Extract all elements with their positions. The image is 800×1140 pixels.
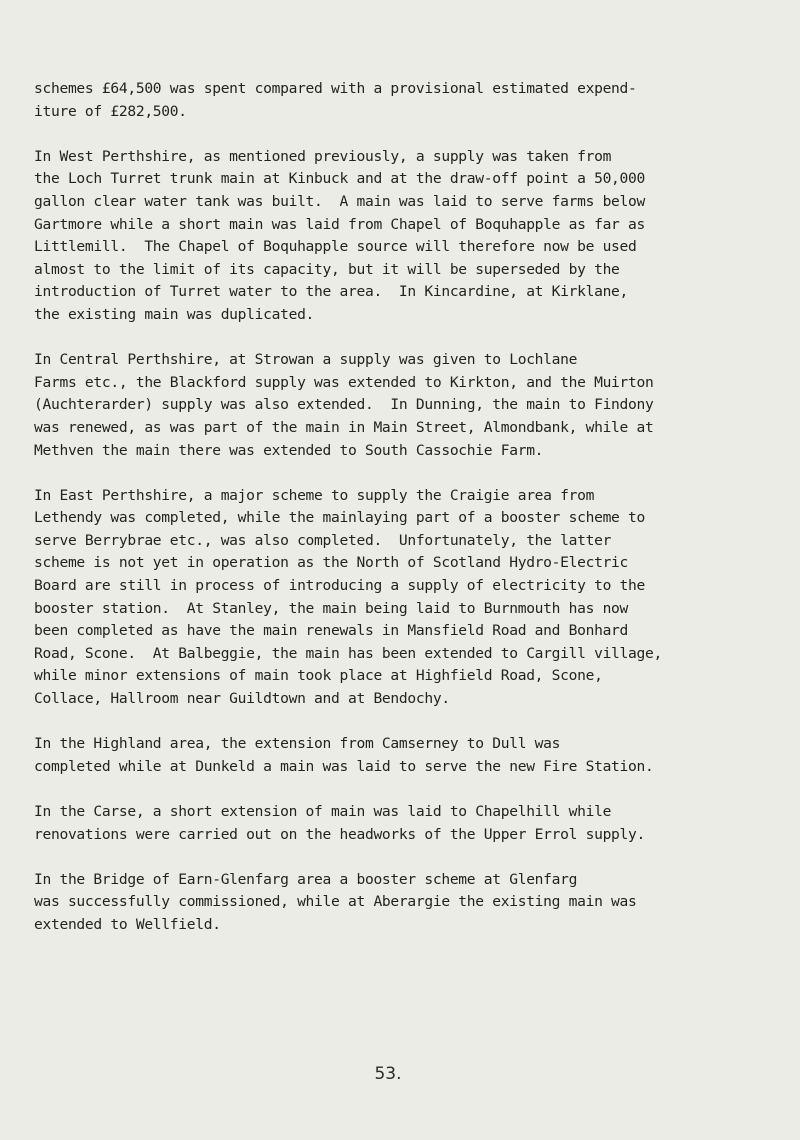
text-line: Methven the main there was extended to South Cassochie Farm. — [34, 441, 544, 459]
paragraph-2 — [34, 146, 734, 327]
text-line: Collace, Hallroom near Guildtown and at Bendochy. — [34, 690, 450, 708]
paragraph-4 — [34, 485, 734, 711]
text-line: serve Berrybrae etc., was also completed. Unfortunately, the latter — [34, 531, 612, 549]
text-line: In Central Perthshire, at Strowan a supply was given to Lochlane — [34, 351, 578, 369]
text-line: Lethendy was completed, while the mainlaying part of a booster scheme to — [34, 509, 646, 527]
body-text — [34, 78, 734, 959]
paragraph-6 — [34, 801, 734, 846]
text-line: gallon clear water tank was built. A main was laid to serve farms below — [34, 192, 646, 210]
text-line: Farms etc., the Blackford supply was extended to Kirkton, and the Muirton — [34, 373, 654, 391]
text-line: was renewed, as was part of the main in Main Street, Almondbank, while at — [34, 418, 654, 436]
text-line: booster station. At Stanley, the main being laid to Burnmouth has now — [34, 599, 629, 617]
text-line: Gartmore while a short main was laid from Chapel of Boquhapple as far as — [34, 215, 646, 233]
text-line: almost to the limit of its capacity, but it will be superseded by the — [34, 260, 620, 278]
text-line: the Loch Turret trunk main at Kinbuck and at the draw-off point a 50,000 — [34, 170, 646, 188]
text-line: Board are still in process of introducing a supply of electricity to the — [34, 577, 646, 595]
text-line: introduction of Turret water to the area. In Kincardine, at Kirklane, — [34, 283, 629, 301]
text-line: scheme is not yet in operation as the North of Scotland Hydro-Electric — [34, 554, 629, 572]
text-line: extended to Wellfield. — [34, 915, 221, 933]
text-line: In the Highland area, the extension from Camserney to Dull was — [34, 735, 561, 753]
paragraph-3 — [34, 349, 734, 462]
text-line: completed while at Dunkeld a main was laid to serve the new Fire Station. — [34, 757, 654, 775]
text-line: schemes £64,500 was spent compared with a provisional estimated expend- — [34, 80, 637, 97]
text-line: In West Perthshire, as mentioned previously, a supply was taken from — [34, 147, 612, 165]
paragraph-5 — [34, 733, 734, 778]
text-line: In East Perthshire, a major scheme to supply the Craigie area from — [34, 486, 595, 504]
text-line: while minor extensions of main took place at Highfield Road, Scone, — [34, 667, 603, 685]
text-line: renovations were carried out on the headworks of the Upper Errol supply. — [34, 825, 646, 843]
text-line: the existing main was duplicated. — [34, 305, 315, 323]
paragraph-1 — [34, 78, 734, 123]
text-line: was successfully commissioned, while at Aberargie the existing main was — [34, 893, 637, 911]
text-line: (Auchterarder) supply was also extended. In Dunning, the main to Findony — [34, 396, 654, 414]
text-line: In the Bridge of Earn-Glenfarg area a booster scheme at Glenfarg — [34, 870, 578, 888]
text-line: Road, Scone. At Balbeggie, the main has been extended to Cargill village, — [34, 644, 662, 662]
text-line: Littlemill. The Chapel of Boquhapple source will therefore now be used — [34, 238, 637, 256]
page-number: 53. — [374, 1064, 402, 1084]
text-line: iture of £282,500. — [34, 102, 187, 120]
paragraph-7 — [34, 869, 734, 937]
text-line: been completed as have the main renewals in Mansfield Road and Bonhard — [34, 622, 629, 640]
text-line: In the Carse, a short extension of main was laid to Chapelhill while — [34, 803, 612, 820]
